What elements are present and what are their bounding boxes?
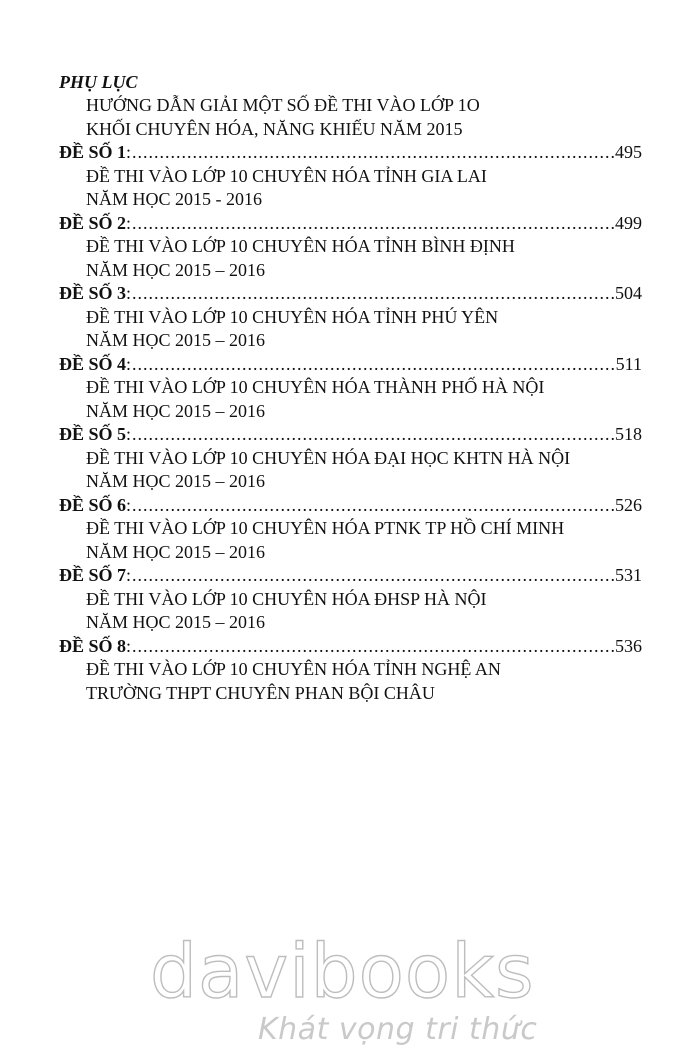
entry-label: ĐỀ SỐ 1 <box>59 142 127 162</box>
toc-entry <box>59 282 642 353</box>
toc-entry-header[interactable] <box>59 494 642 518</box>
entry-description-line: ĐỀ THI VÀO LỚP 10 CHUYÊN HÓA ĐHSP HÀ NỘI <box>86 588 487 609</box>
watermark-brand: davibooks <box>150 929 535 1015</box>
toc-entry <box>59 564 642 635</box>
toc-entries <box>59 141 642 705</box>
entry-colon: : <box>126 565 132 585</box>
entry-colon: : <box>126 142 132 162</box>
entry-label: ĐỀ SỐ 3 <box>59 283 127 303</box>
entry-description-line: NĂM HỌC 2015 – 2016 <box>86 541 266 562</box>
entry-colon: : <box>126 283 132 303</box>
entry-description-line: NĂM HỌC 2015 – 2016 <box>86 330 266 350</box>
entry-colon: : <box>126 424 132 444</box>
entry-description-line: ĐỀ THI VÀO LỚP 10 CHUYÊN HÓA THÀNH PHỐ HÀ NỘI <box>86 377 545 397</box>
watermark-slogan: Khát vọng tri thức <box>258 1012 538 1047</box>
toc-entry-header[interactable] <box>59 635 642 659</box>
toc-entry <box>59 212 642 283</box>
entry-description-line: NĂM HỌC 2015 – 2016 <box>86 259 266 280</box>
entry-description-line: NĂM HỌC 2015 – 2016 <box>86 612 266 632</box>
entry-description-line: ĐỀ THI VÀO LỚP 10 CHUYÊN HÓA ĐẠI HỌC KHTN HÀ NỘI <box>86 447 571 468</box>
page-number: 504 <box>615 283 642 303</box>
appendix-subtitle-line: KHỐI CHUYÊN HÓA, NĂNG KHIẾU NĂM 2015 <box>86 118 463 139</box>
page-number: 526 <box>615 494 642 515</box>
entry-description-line: ĐỀ THI VÀO LỚP 10 CHUYÊN HÓA PTNK TP HỒ CHÍ MINH <box>86 518 565 538</box>
appendix-title: PHỤ LỤC <box>59 72 138 92</box>
entry-description-line: NĂM HỌC 2015 – 2016 <box>86 471 266 491</box>
entry-colon: : <box>126 635 132 656</box>
page-number: 495 <box>615 142 642 162</box>
entry-description-line: ĐỀ THI VÀO LỚP 10 CHUYÊN HÓA TỈNH BÌNH ĐỊNH <box>86 236 515 256</box>
page-number: 531 <box>615 565 642 585</box>
appendix-subtitle-line: HƯỚNG DẪN GIẢI MỘT SỐ ĐỀ THI VÀO LỚP 1O <box>86 95 480 115</box>
toc-entry-header[interactable] <box>59 353 642 377</box>
entry-label: ĐỀ SỐ 7 <box>59 565 127 585</box>
entry-colon: : <box>126 494 132 515</box>
toc-entry <box>59 423 642 494</box>
entry-label: ĐỀ SỐ 5 <box>59 424 127 444</box>
page-number: 536 <box>615 635 642 656</box>
dot-leader <box>132 282 614 306</box>
toc-entry <box>59 141 642 212</box>
dot-leader <box>132 141 614 165</box>
entry-description-line: NĂM HỌC 2015 – 2016 <box>86 400 266 421</box>
entry-colon: : <box>126 212 132 233</box>
entry-label: ĐỀ SỐ 2 <box>59 212 127 233</box>
toc-entry <box>59 635 642 706</box>
entry-description-line: NĂM HỌC 2015 - 2016 <box>86 189 263 209</box>
entry-description-line: ĐỀ THI VÀO LỚP 10 CHUYÊN HÓA TỈNH GIA LAI <box>86 165 487 186</box>
dot-leader <box>132 564 614 588</box>
dot-leader <box>132 423 614 447</box>
entry-label: ĐỀ SỐ 6 <box>59 494 127 515</box>
dot-leader <box>132 212 614 236</box>
entry-description-line: TRƯỜNG THPT CHUYÊN PHAN BỘI CHÂU <box>86 682 435 703</box>
page-number: 499 <box>615 212 642 233</box>
page-number: 511 <box>615 353 642 374</box>
toc-entry-header[interactable] <box>59 212 642 236</box>
dot-leader <box>132 494 614 518</box>
toc-entry <box>59 353 642 424</box>
entry-colon: : <box>126 353 132 374</box>
davibooks-watermark <box>150 928 570 1048</box>
entry-description-line: ĐỀ THI VÀO LỚP 10 CHUYÊN HÓA TỈNH PHÚ YÊN <box>86 306 499 327</box>
toc-entry-header[interactable] <box>59 141 642 165</box>
entry-label: ĐỀ SỐ 4 <box>59 353 127 374</box>
toc-entry-header[interactable] <box>59 423 642 447</box>
toc-entry <box>59 494 642 565</box>
entry-label: ĐỀ SỐ 8 <box>59 635 127 656</box>
toc-entry-header[interactable] <box>59 282 642 306</box>
dot-leader <box>132 635 614 659</box>
page-number: 518 <box>615 424 642 444</box>
entry-description-line: ĐỀ THI VÀO LỚP 10 CHUYÊN HÓA TỈNH NGHỆ AN <box>86 659 501 679</box>
toc-entry-header[interactable] <box>59 564 642 588</box>
table-of-contents <box>59 70 642 705</box>
dot-leader <box>132 353 615 377</box>
